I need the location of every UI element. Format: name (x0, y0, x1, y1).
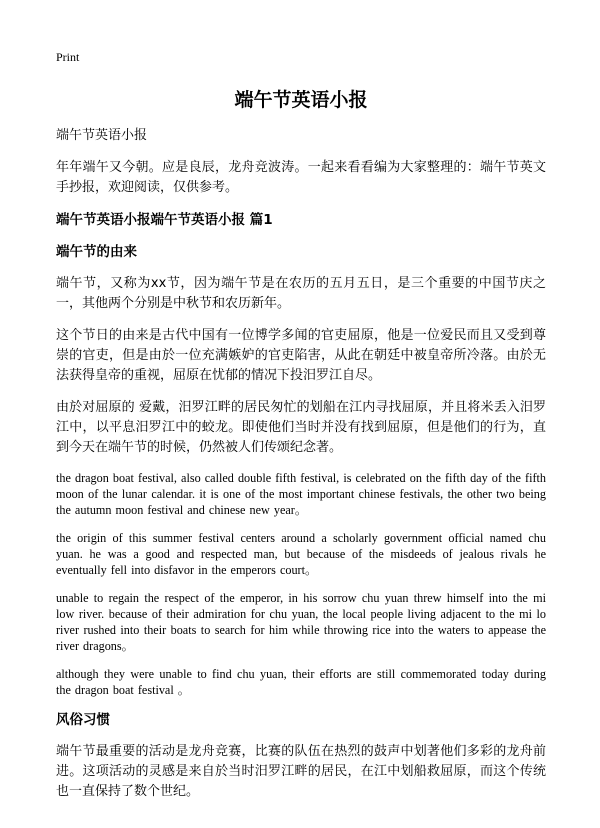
en-paragraph: although they were unable to find chu yuan, their efforts are still commemorated today during the dragon boat festival 。 (56, 667, 546, 697)
print-link[interactable]: Print (56, 50, 80, 64)
cn-paragraph: 由於对屈原的 爱戴，汨罗江畔的居民匆忙的划船在江内寻找屈原，并且将米丢入汨罗江中，以平息汨罗江中的蛟龙。即使他们当时并没有找到屈原，但是他们的行为，直到今天在端午节的时候，仍然被人们传颂纪念著。 (56, 400, 546, 455)
en-paragraph: the origin of this summer festival centers around a scholarly government official named chu yuan. he was a good and respected man, but because of the misdeeds of jealous rivals he eventually fell into disfavor in the emperors court。 (56, 531, 546, 577)
en-paragraph: unable to regain the respect of the emperor, in his sorrow chu yuan threw himself into the mi low river. because of their admiration for chu yuan, the local people living adjacent to the mi lo river rushed into their boats to search for him while throwing rice into the waters to appease the river dragons。 (56, 591, 546, 653)
subtitle: 端午节英语小报 (56, 128, 148, 143)
cn-paragraph: 端午节，又称为xx节，因为端午节是在农历的五月五日，是三个重要的中国节庆之一，其他两个分别是中秋节和农历新年。 (56, 276, 546, 311)
customs-paragraph: 端午节最重要的活动是龙舟竞赛，比赛的队伍在热烈的鼓声中划著他们多彩的龙舟前进。这项活动的灵感是来自於当时汨罗江畔的居民，在江中划船救屈原，而这个传统也一直保持了数个世纪。 (56, 744, 546, 799)
section-heading: 端午节英语小报端午节英语小报 篇1 (56, 212, 273, 228)
origin-heading: 端午节的由来 (56, 244, 137, 260)
customs-heading: 风俗习惯 (56, 712, 110, 728)
en-paragraph: the dragon boat festival, also called double fifth festival, is celebrated on the fifth day of the fifth moon of the lunar calendar. it is one of the most important chinese festivals, the other two being the autumn moon festival and chinese new year。 (56, 471, 546, 517)
document-page (56, 50, 546, 814)
intro-paragraph: 年年端午又今朝。应是良辰，龙舟竞波涛。一起来看看编为大家整理的：端午节英文手抄报，欢迎阅读，仅供参考。 (56, 160, 546, 195)
page-title: 端午节英语小报 (234, 89, 368, 111)
cn-paragraph: 这个节日的由来是古代中国有一位博学多闻的官吏屈原，他是一位爱民而且又受到尊崇的官吏，但是由於一位充满嫉妒的官吏陷害，从此在朝廷中被皇帝所冷落。由於无法获得皇帝的重视，屈原在忧郁的情况下投汨罗江自尽。 (56, 328, 546, 383)
